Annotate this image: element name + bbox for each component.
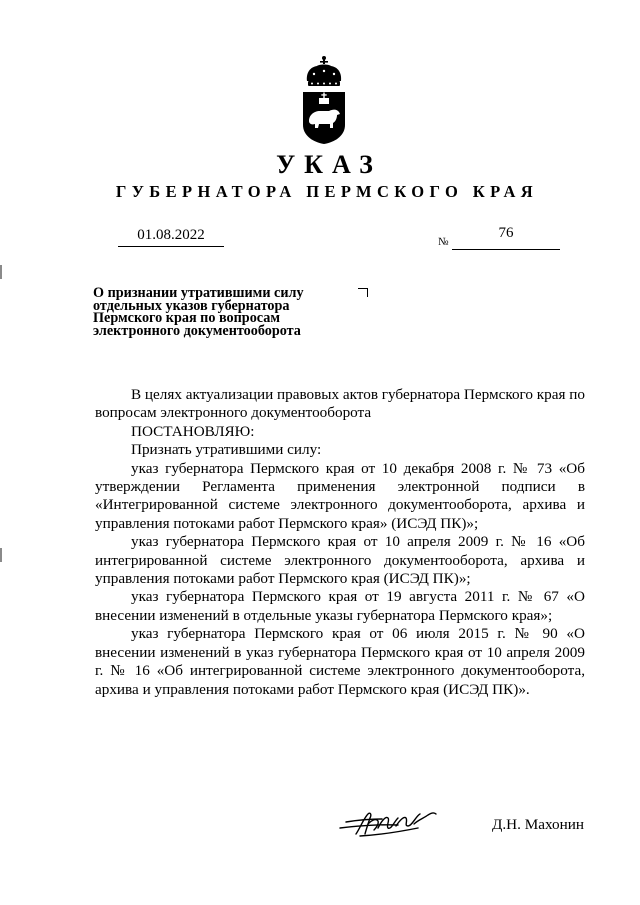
number-prefix: № xyxy=(438,236,449,248)
subject-line: О признании утратившими силу xyxy=(93,285,304,301)
repealed-decree-item: указ губернатора Пермского края от 19 августа 2011 г. № 67 «О внесении изменений в отдельные указы губернатора Пермского края»; xyxy=(95,588,585,624)
resolve-paragraph: ПОСТАНОВЛЯЮ: xyxy=(131,422,255,440)
intro-paragraph: В целях актуализации правовых актов губернатора Пермского края по вопросам электронного документооборота xyxy=(95,386,586,422)
issuer-subtitle: ГУБЕРНАТОРА ПЕРМСКОГО КРАЯ xyxy=(115,182,539,201)
repealed-decree-item: указ губернатора Пермского края от 06 июля 2015 г. № 90 «О внесении изменений в указ губернатора Пермского края от 10 апреля 2009 г. № 16 «Об интегрированной системе электронного документооборота, архива и управления потоками работ Пермского края (ИСЭД ПК)». xyxy=(95,625,585,698)
decree-number: 76 xyxy=(452,225,560,250)
decree-body xyxy=(95,386,585,699)
repealed-decree-item: указ губернатора Пермского края от 10 декабря 2008 г. № 73 «Об утверждении Регламента применения электронной подписи в «Интегрированной системе электронного документооборота, архива и управления потоками работ Пермского края» (ИСЭД ПК)»; xyxy=(95,459,585,532)
decree-subject xyxy=(93,287,353,337)
handwritten-signature-icon xyxy=(338,806,438,838)
decree-date: 01.08.2022 xyxy=(118,227,224,247)
scan-edge-mark xyxy=(0,548,2,562)
repealed-decree-item: указ губернатора Пермского края от 10 апреля 2009 г. № 16 «Об интегрированной системе электронного документооборота, архива и управления потоками работ Пермского края (ИСЭД ПК)»; xyxy=(95,533,585,588)
subject-corner-mark xyxy=(358,288,368,297)
subject-line: Пермского края по вопросам xyxy=(93,310,281,327)
subject-line: электронного документооборота xyxy=(93,322,301,339)
subject-line: отдельных указов губернатора xyxy=(93,297,290,314)
document-type-title: УКАЗ xyxy=(276,150,382,179)
perm-krai-coat-of-arms-icon xyxy=(300,55,348,145)
scan-edge-mark xyxy=(0,265,2,279)
signer-name: Д.Н. Махонин xyxy=(492,816,584,833)
recognize-paragraph: Признать утратившими силу: xyxy=(131,441,322,459)
